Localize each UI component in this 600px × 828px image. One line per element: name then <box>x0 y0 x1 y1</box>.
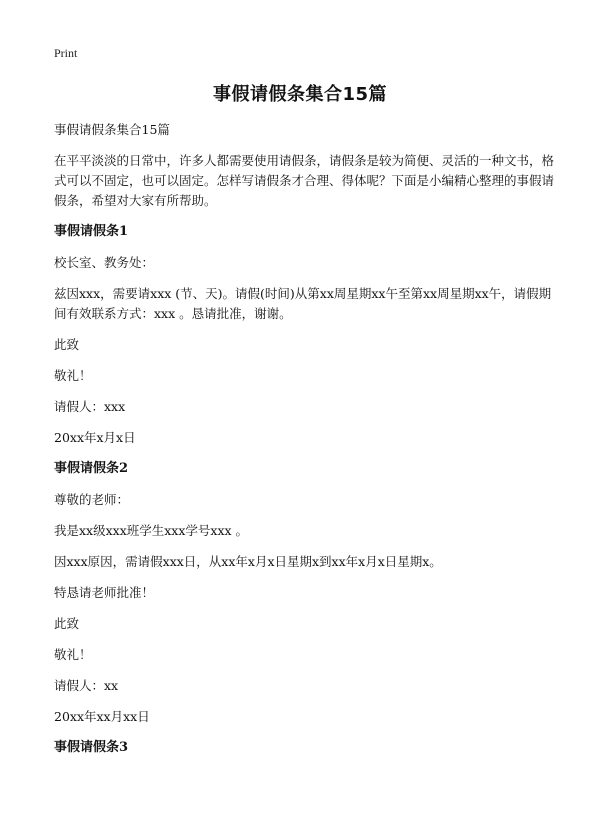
subtitle: 事假请假条集合15篇 <box>54 122 170 137</box>
date-line: 20xx年xx月xx日 <box>54 709 150 724</box>
salutation: 校长室、教务处： <box>54 255 155 270</box>
closing-line: 此致 <box>54 337 80 352</box>
intro-paragraph: 在平平淡淡的日常中，许多人都需要使用请假条，请假条是较为简便、灵活的一种文书，格式可以不固定，也可以固定。怎样写请假条才合理、得体呢？下面是小编精心整理的事假请假条，希望对大家有所帮助。 <box>54 153 555 208</box>
closing-line: 敬礼！ <box>54 647 92 662</box>
print-link[interactable]: Print <box>54 46 78 60</box>
date-line: 20xx年x月x日 <box>54 430 136 445</box>
body-paragraph: 我是xx级xxx班学生xxx学号xxx 。 <box>54 523 249 538</box>
section-2 <box>54 459 554 727</box>
closing-line: 敬礼！ <box>54 368 92 383</box>
section-1 <box>54 222 554 448</box>
salutation: 尊敬的老师： <box>54 492 130 507</box>
document-title: 事假请假条集合15篇 <box>212 84 388 105</box>
section-heading: 事假请假条2 <box>54 461 129 476</box>
closing-line: 此致 <box>54 616 80 631</box>
signature-line: 请假人：xx <box>54 678 119 693</box>
signature-line: 请假人：xxx <box>54 399 126 414</box>
body-paragraph: 特恳请老师批准！ <box>54 585 155 600</box>
section-3 <box>54 738 554 758</box>
section-heading: 事假请假条3 <box>54 740 129 755</box>
body-paragraph: 因xxx原因，需请假xxx日，从xx年x月x日星期x到xx年x月x日星期x。 <box>54 554 442 569</box>
body-paragraph: 兹因xxx，需要请xxx (节、天)。请假(时间)从第xx周星期xx午至第xx周星期xx午，请假期间有效联系方式：xxx 。恳请批准，谢谢。 <box>54 286 552 321</box>
section-heading: 事假请假条1 <box>54 224 129 239</box>
document-body <box>54 120 554 769</box>
